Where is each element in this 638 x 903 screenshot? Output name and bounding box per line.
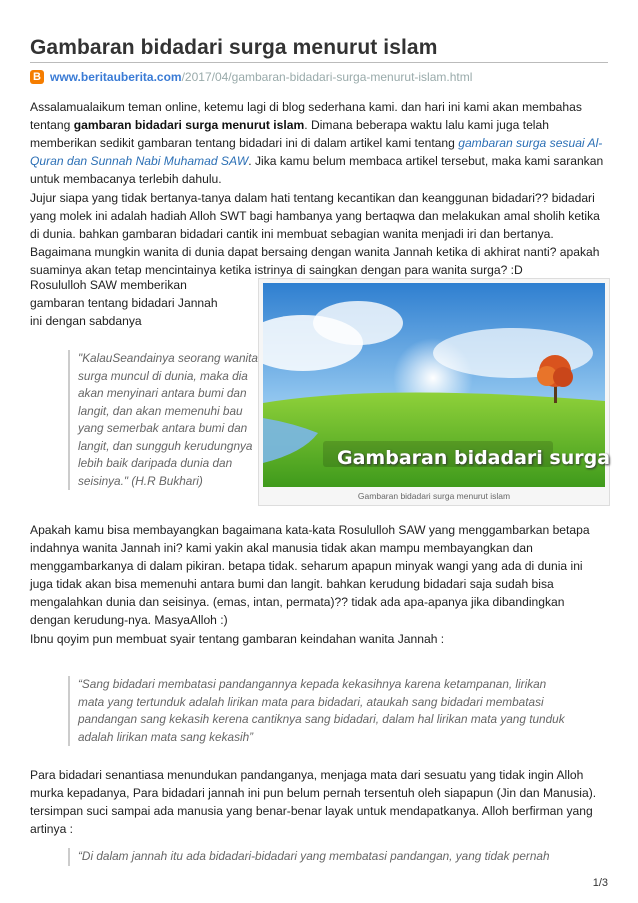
paragraph-5: Ibnu qoyim pun membuat syair tentang gambaran keindahan wanita Jannah : xyxy=(30,632,445,646)
intro-text-3: . Jika kamu belum membaca artikel tersebut, maka kami sarankan untuk membacanya terlebih dahulu. xyxy=(30,154,604,186)
figure-caption: Gambaran bidadari surga menurut islam xyxy=(357,491,511,501)
paragraph-3: Rosululloh SAW memberikan gambaran tentang bidadari Jannah ini dengan sabdanya xyxy=(30,278,218,328)
title-divider xyxy=(30,62,608,63)
paragraph-2: Jujur siapa yang tidak bertanya-tanya dalam hati tentang kecantikan dan keanggunan bidadari?? bidadari yang molek ini adalah hadiah Alloh SWT bagi hambanya yang bertaqwa dan melakukan amal sholih ketika di dunia. bahkan gambaran bidadari cantik ini membuat sebagian wanita menjadi iri dan bertanya. Bagaimana mungkin wanita di dunia dapat bersaing dengan wanita Jannah ketika di akhirat nanti? apakah suaminya akan tetap mencintainya ketika istrinya di saingkan dengan para wanita surga? :D xyxy=(30,191,600,277)
source-line xyxy=(30,68,472,86)
hadith-quote: "KalauSeandainya seorang wanita surga muncul di dunia, maka dia akan menyinari antara bumi dan langit, dan akan memenuhi bau yang semerbak antara bumi dan langit, dan sungguh kerudungnya lebih baik daripada dunia dan seisinya." (H.R Bukhari) xyxy=(68,350,258,490)
poem-quote: “Sang bidadari membatasi pandangannya kepada kekasihnya karena ketampanan, lirikan mata yang tertunduk adalah lirikan mata para bidadari, ataukah sang bidadari membatasi pandangan sang kekasih kerena cantiknya sang bidadari, dalam hal lirikan mata yang tunduk adalah lirikan mata sang kekasih” xyxy=(68,676,568,746)
intro-paragraph xyxy=(30,98,606,188)
paragraph-4: Apakah kamu bisa membayangkan bagaimana kata-kata Rosululloh SAW yang menggambarkan betapa indahnya wanita Jannah ini? kami yakin akal manusia tidak akan mampu membayangkan dan menggambarkanya di dalam pikiran. betapa tidak. seharum apapun minyak wangi yang ada di dunia ini juga tidak akan bisa memenuhi antara bumi dan langit. bahkan kerudung bidadari saja sudah bisa mengalahkan dunia dan seisinya. (emas, intan, permata)?? tidak ada apa-apanya jika dibandingkan dengan kerudung-nya. MasyaAlloh :) xyxy=(30,523,590,627)
intro-bold-keyword: gambaran bidadari surga menurut islam xyxy=(73,118,305,132)
page-title: Gambaran bidadari surga menurut islam xyxy=(30,36,438,59)
page-number: 1/3 xyxy=(592,877,608,889)
article-figure xyxy=(258,278,610,506)
image-overlay-text: Gambaran bidadari surga xyxy=(337,447,611,469)
intro-text-2: . Dimana beberapa waktu lalu kami juga telah memberikan sedikit gambaran tentang bidadari ini di dalam artikel kami tentang xyxy=(30,118,549,150)
source-path-link[interactable]: /2017/04/gambaran-bidadari-surga-menurut-islam.html xyxy=(181,70,473,84)
related-article-link[interactable]: gambaran surga sesuai Al-Quran dan Sunnah Nabi Muhamad SAW xyxy=(30,136,603,168)
source-domain-link[interactable]: www.beritauberita.com xyxy=(50,70,182,84)
document-page xyxy=(30,0,611,903)
blogger-icon: B xyxy=(30,70,44,84)
paragraph-6: Para bidadari senantiasa menundukan pandanganya, menjaga mata dari sesuatu yang tidak ingin Alloh murka kepadanya, Para bidadari jannah ini pun belum pernah tersentuh oleh siapapun (Jin dan Manusia). tersimpan suci sampai ada manusia yang benar-benar layak untuk mendapatkanya. Alloh berfirman yang artinya : xyxy=(30,768,597,836)
quran-quote: “Di dalam jannah itu ada bidadari-bidadari yang membatasi pandangan, yang tidak pernah xyxy=(68,848,568,866)
intro-text-1: Assalamualaikum teman online, ketemu lagi di blog sederhana kami. dan hari ini kami akan membahas tentang xyxy=(30,100,582,132)
